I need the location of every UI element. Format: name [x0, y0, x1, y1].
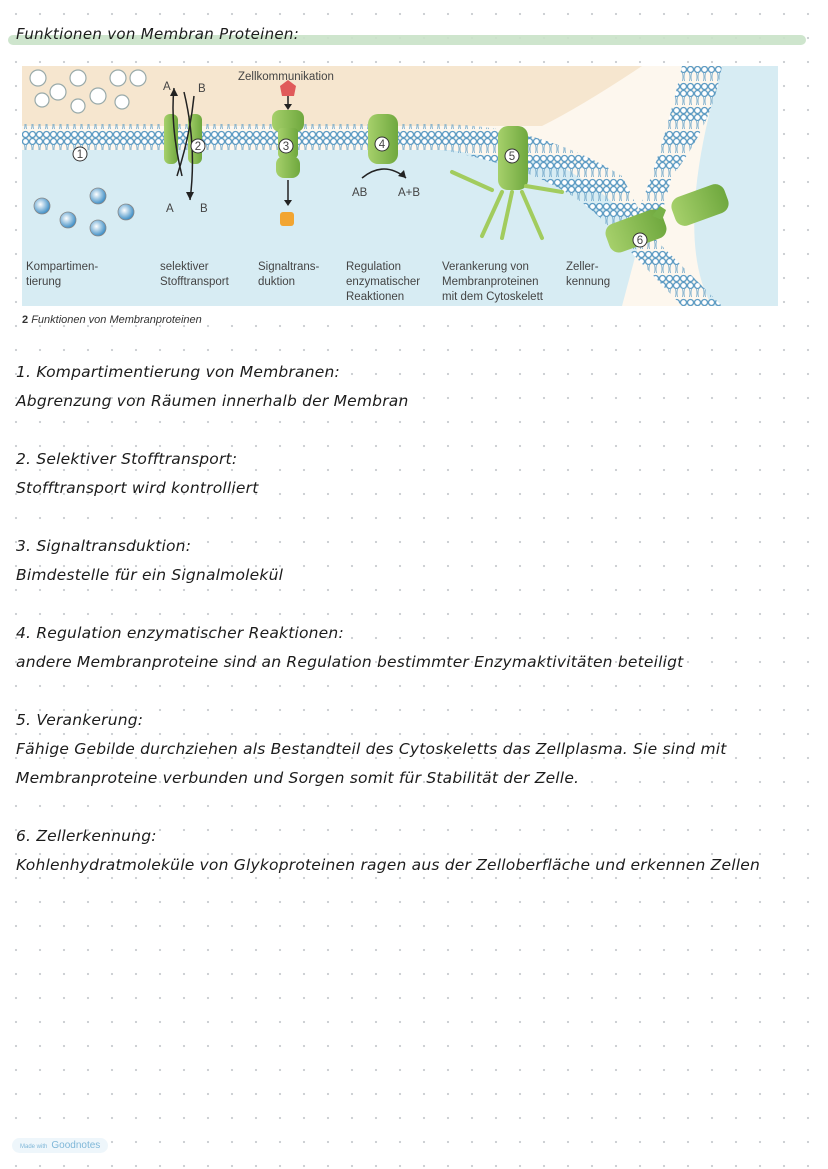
- note-heading: 1. Kompartimentierung von Membranen:: [16, 363, 340, 381]
- note-heading: 4. Regulation enzymatischer Reaktionen:: [16, 624, 344, 642]
- caption-number: 2: [22, 314, 29, 326]
- function-label-1: Kompartimen-: [26, 261, 99, 273]
- goodnotes-badge[interactable]: [12, 1138, 108, 1153]
- svg-text:tierung: tierung: [26, 276, 62, 288]
- note-text: Stofftransport wird kontrolliert: [16, 479, 259, 497]
- svg-text:duktion: duktion: [258, 276, 296, 288]
- caption-text: Funktionen von Membranproteinen: [31, 314, 202, 326]
- marker-5: 5: [508, 151, 516, 163]
- svg-text:B: B: [200, 203, 208, 215]
- marker-6: 6: [636, 235, 644, 247]
- note-item-5: [16, 706, 816, 793]
- marker-1: 1: [76, 149, 84, 161]
- note-text: Abgrenzung von Räumen innerhalb der Membran: [16, 392, 409, 410]
- note-item-3: [16, 532, 816, 590]
- note-text: andere Membranproteine sind an Regulation bestimmter Enzymaktivitäten beteiligt: [16, 653, 684, 671]
- note-text: Bimdestelle für ein Signalmolekül: [16, 566, 284, 584]
- svg-text:Stofftransport: Stofftransport: [160, 276, 229, 288]
- function-label-3: Signaltrans-: [258, 261, 320, 273]
- app-name: Goodnotes: [51, 1140, 101, 1151]
- page-heading: [8, 22, 808, 52]
- svg-text:Reaktionen: Reaktionen: [346, 291, 405, 303]
- svg-text:A: A: [166, 203, 174, 215]
- marker-4: 4: [378, 139, 386, 151]
- marker-3: 3: [282, 141, 290, 153]
- figure-caption: [22, 314, 202, 326]
- function-label-5: Verankerung von: [442, 261, 529, 273]
- svg-text:enzymatischer: enzymatischer: [346, 276, 421, 288]
- made-with-label: Made with: [20, 1144, 48, 1150]
- note-item-2: [16, 445, 816, 503]
- function-label-2: selektiver: [160, 261, 209, 273]
- note-heading: 6. Zellerkennung:: [16, 827, 157, 845]
- svg-text:A: A: [163, 81, 171, 93]
- page-title: Funktionen von Membran Proteinen:: [16, 25, 300, 43]
- membrane-protein-figure: [22, 66, 778, 306]
- note-item-1: [16, 358, 816, 416]
- svg-text:B: B: [198, 83, 206, 95]
- function-label-6: Zeller-: [566, 261, 599, 273]
- svg-text:Membranproteinen: Membranproteinen: [442, 276, 539, 288]
- svg-text:Zellkommunikation: Zellkommunikation: [238, 71, 334, 83]
- svg-text:AB: AB: [352, 187, 368, 199]
- note-heading: 3. Signaltransduktion:: [16, 537, 192, 555]
- note-heading: 2. Selektiver Stofftransport:: [16, 450, 238, 468]
- svg-text:kennung: kennung: [566, 276, 611, 288]
- notes: [16, 358, 816, 909]
- note-text: Membranproteine verbunden und Sorgen somit für Stabilität der Zelle.: [16, 769, 580, 787]
- svg-text:A+B: A+B: [398, 187, 421, 199]
- note-text: Fähige Gebilde durchziehen als Bestandteil des Cytoskeletts das Zellplasma. Sie sind mit: [16, 740, 727, 758]
- note-item-6: [16, 822, 816, 880]
- svg-text:mit dem Cytoskelett: mit dem Cytoskelett: [442, 291, 543, 303]
- note-text: Kohlenhydratmoleküle von Glykoproteinen ragen aus der Zelloberfläche und erkennen Zellen: [16, 856, 761, 874]
- function-label-4: Regulation: [346, 261, 401, 273]
- note-item-4: [16, 619, 816, 677]
- note-heading: 5. Verankerung:: [16, 711, 144, 729]
- marker-2: 2: [194, 141, 202, 153]
